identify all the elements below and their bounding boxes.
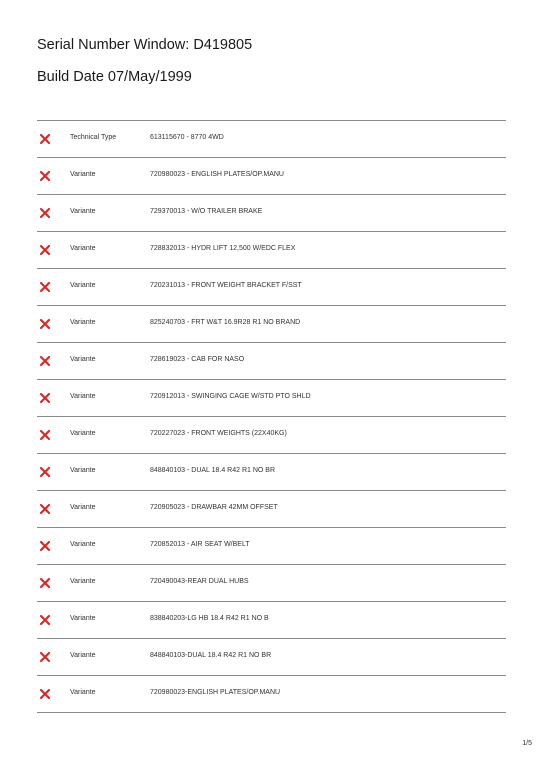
row-description: 720227023 - FRONT WEIGHTS (22X40KG) bbox=[150, 430, 287, 437]
row-description: 613115670 - 8770 4WD bbox=[150, 134, 224, 141]
row-type: Variante bbox=[70, 393, 96, 400]
row-type: Variante bbox=[70, 171, 96, 178]
table-row bbox=[37, 121, 506, 158]
row-type: Variante bbox=[70, 689, 96, 696]
row-description: 729370013 - W/O TRAILER BRAKE bbox=[150, 208, 263, 215]
row-description: 720852013 - AIR SEAT W/BELT bbox=[150, 541, 250, 548]
table-row bbox=[37, 380, 506, 417]
table-row bbox=[37, 158, 506, 195]
x-mark-icon bbox=[39, 577, 51, 589]
row-type: Technical Type bbox=[70, 134, 117, 141]
x-mark-icon bbox=[39, 614, 51, 626]
x-mark-icon bbox=[39, 392, 51, 404]
build-date-title: Build Date 07/May/1999 bbox=[37, 69, 192, 85]
table-row bbox=[37, 565, 506, 602]
x-mark-icon bbox=[39, 170, 51, 182]
row-type: Variante bbox=[70, 282, 96, 289]
row-type: Variante bbox=[70, 578, 96, 585]
row-description: 720490043-REAR DUAL HUBS bbox=[150, 578, 249, 585]
row-type: Variante bbox=[70, 319, 96, 326]
row-type: Variante bbox=[70, 245, 96, 252]
x-mark-icon bbox=[39, 133, 51, 145]
row-type: Variante bbox=[70, 652, 96, 659]
table-row bbox=[37, 269, 506, 306]
table-row bbox=[37, 417, 506, 454]
table-row bbox=[37, 195, 506, 232]
row-type: Variante bbox=[70, 356, 96, 363]
row-description: 848840103 - DUAL 18.4 R42 R1 NO BR bbox=[150, 467, 276, 474]
x-mark-icon bbox=[39, 318, 51, 330]
row-type: Variante bbox=[70, 615, 96, 622]
table-row bbox=[37, 306, 506, 343]
row-type: Variante bbox=[70, 430, 96, 437]
table-row bbox=[37, 528, 506, 565]
table-row bbox=[37, 454, 506, 491]
table-row bbox=[37, 232, 506, 269]
row-type: Variante bbox=[70, 467, 96, 474]
row-type: Variante bbox=[70, 541, 96, 548]
variant-table bbox=[37, 120, 506, 713]
table-row bbox=[37, 639, 506, 676]
x-mark-icon bbox=[39, 651, 51, 663]
x-mark-icon bbox=[39, 281, 51, 293]
table-row bbox=[37, 343, 506, 380]
x-mark-icon bbox=[39, 355, 51, 367]
x-mark-icon bbox=[39, 503, 51, 515]
row-description: 720980023 - ENGLISH PLATES/OP.MANU bbox=[150, 171, 284, 178]
row-description: 728619023 - CAB FOR NASO bbox=[150, 356, 245, 363]
row-description: 720231013 - FRONT WEIGHT BRACKET F/SST bbox=[150, 282, 302, 289]
row-description: 728832013 - HYDR LIFT 12,500 W/EDC FLEX bbox=[150, 245, 296, 252]
row-description: 848840103-DUAL 18.4 R42 R1 NO BR bbox=[150, 652, 272, 659]
x-mark-icon bbox=[39, 540, 51, 552]
row-description: 720980023-ENGLISH PLATES/OP.MANU bbox=[150, 689, 281, 696]
x-mark-icon bbox=[39, 688, 51, 700]
row-type: Variante bbox=[70, 208, 96, 215]
x-mark-icon bbox=[39, 207, 51, 219]
table-row bbox=[37, 676, 506, 713]
table-row bbox=[37, 491, 506, 528]
serial-number-title: Serial Number Window: D419805 bbox=[37, 37, 253, 53]
table-row bbox=[37, 602, 506, 639]
row-description: 720912013 - SWINGING CAGE W/STD PTO SHLD bbox=[150, 393, 311, 400]
x-mark-icon bbox=[39, 466, 51, 478]
page-number: 1/5 bbox=[522, 740, 532, 747]
row-description: 825240703 - FRT W&T 16.9R28 R1 NO BRAND bbox=[150, 319, 301, 326]
x-mark-icon bbox=[39, 429, 51, 441]
row-type: Variante bbox=[70, 504, 96, 511]
row-description: 838840203-LG HB 18.4 R42 R1 NO B bbox=[150, 615, 269, 622]
row-description: 720905023 - DRAWBAR 42MM OFFSET bbox=[150, 504, 278, 511]
x-mark-icon bbox=[39, 244, 51, 256]
